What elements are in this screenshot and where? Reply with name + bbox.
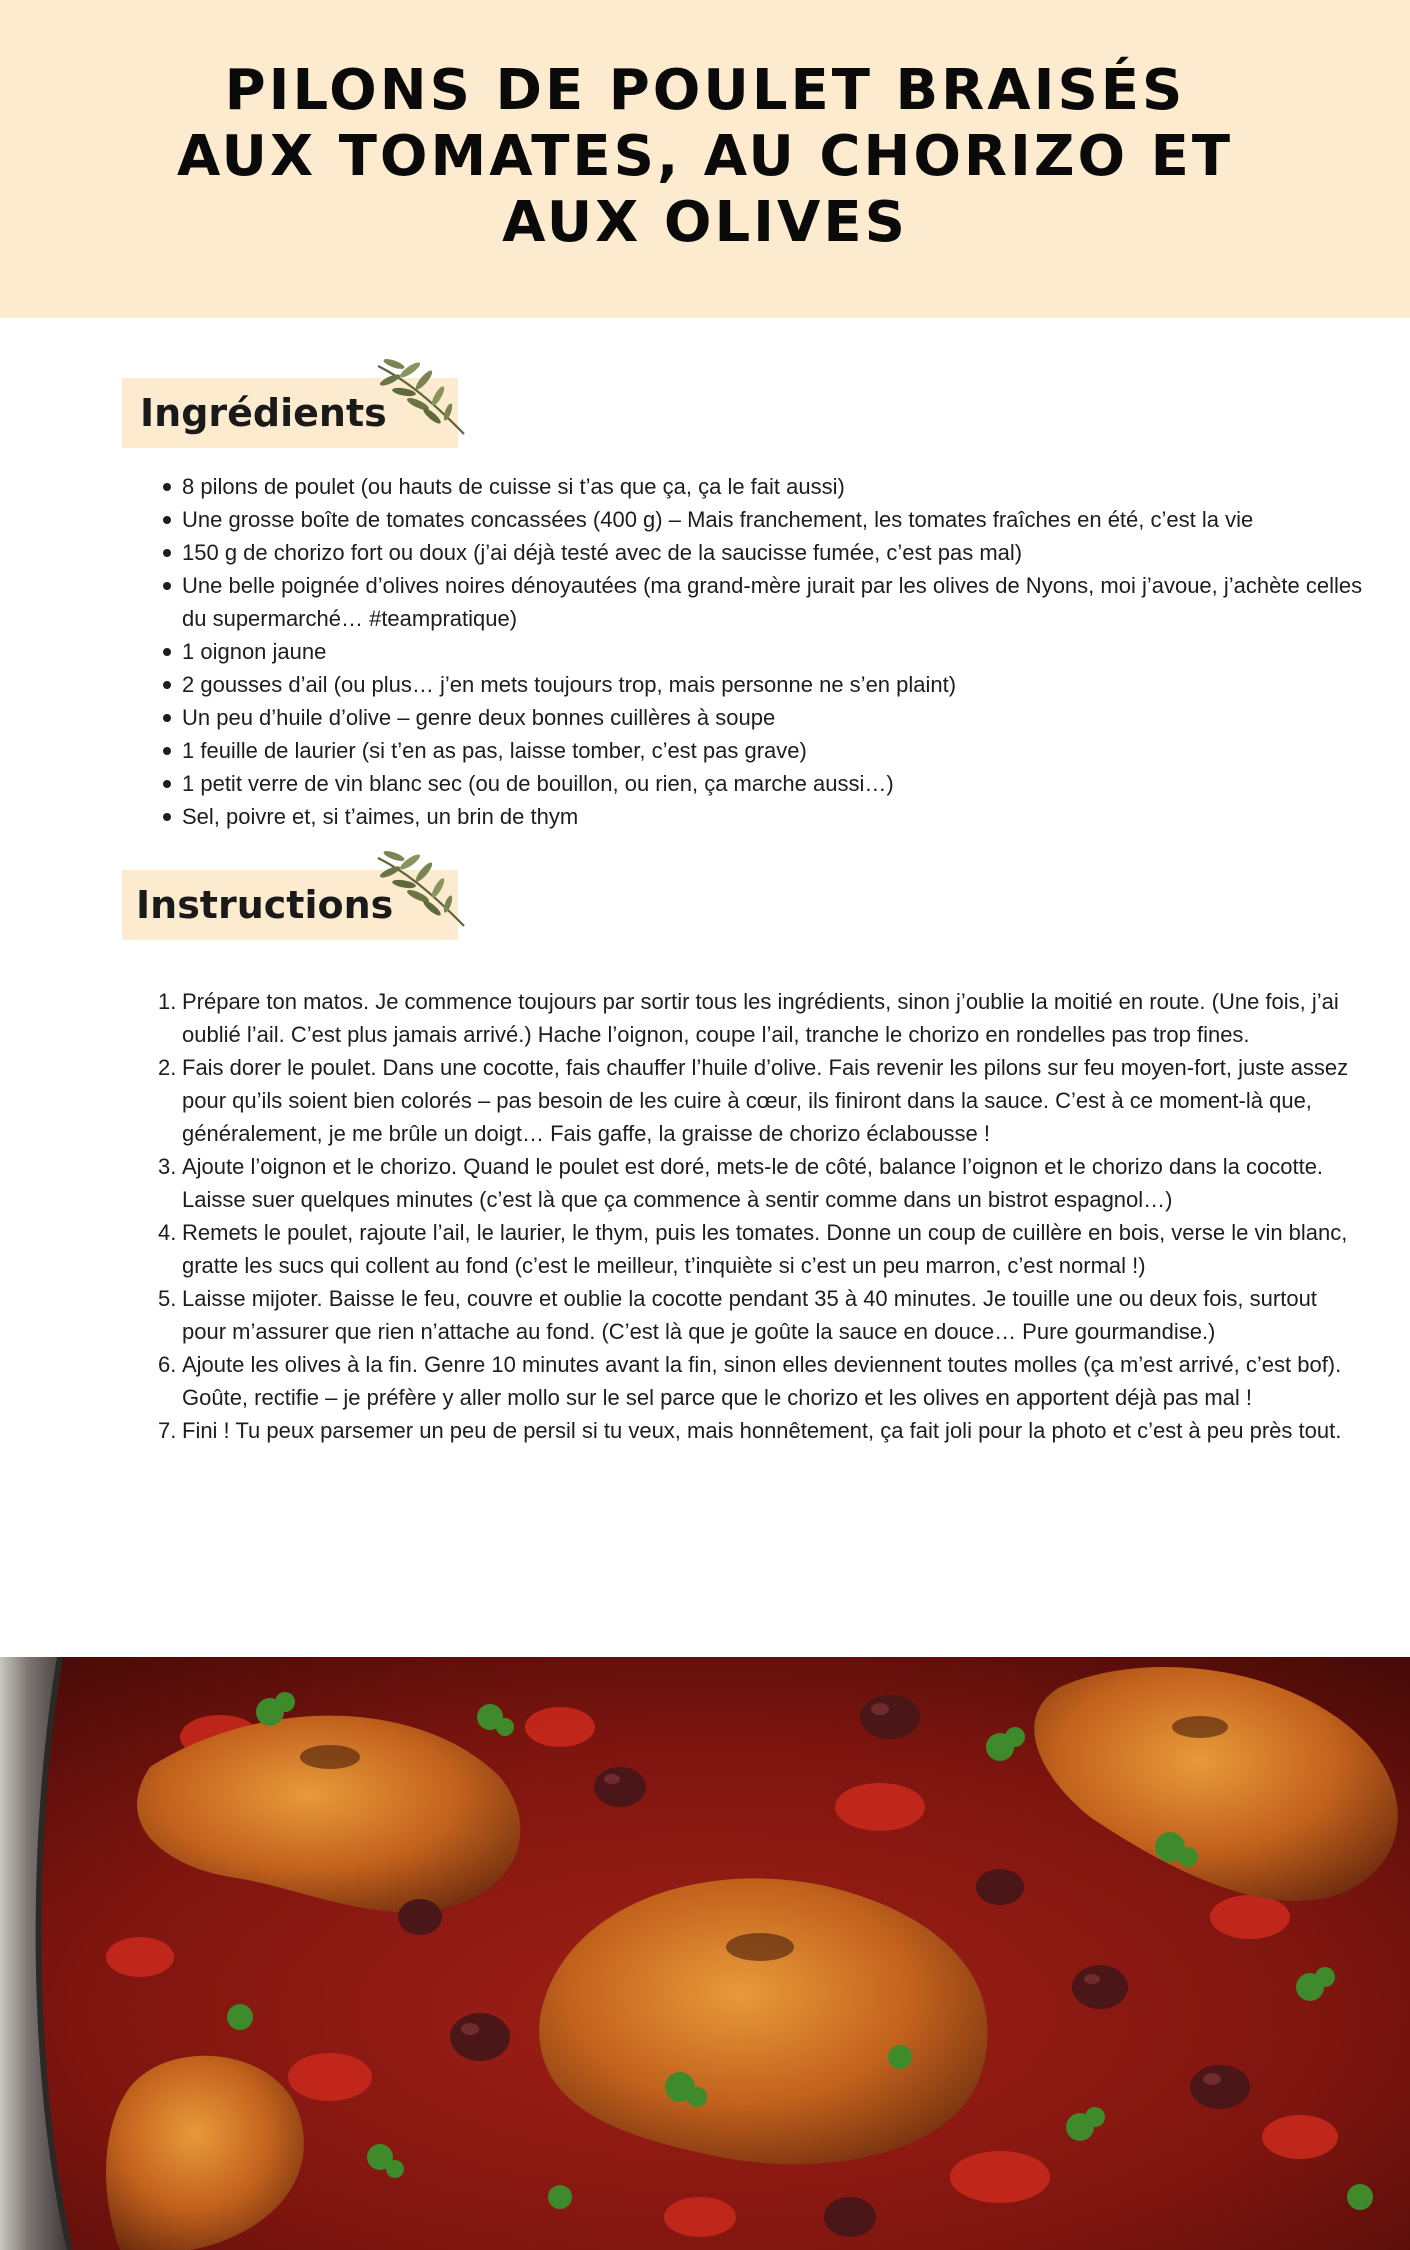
step-number: 5. — [158, 1286, 177, 1311]
step-text: Ajoute les olives à la fin. Genre 10 minutes avant la fin, sinon elles deviennent toutes molles (ça m’est arrivé, c’est bof). Goûte, rectifie – je préfère y aller mollo sur le sel parce que le chorizo et les olives en apportent déjà pas mal ! — [182, 1352, 1342, 1410]
ingredients-heading: Ingrédients — [140, 391, 387, 435]
step-number: 6. — [158, 1352, 177, 1377]
olive-branch-icon — [372, 356, 472, 444]
step-text: Remets le poulet, rajoute l’ail, le laurier, le thym, puis les tomates. Donne un coup de cuillère en bois, verse le vin blanc, gratte les sucs qui collent au fond (c’est le meilleur, t’inquiète si c’est un peu marron, c’est normal !) — [182, 1220, 1348, 1278]
step-number: 1. — [158, 989, 177, 1014]
list-item — [158, 1216, 1362, 1282]
instructions-list — [158, 985, 1362, 1447]
olive-branch-icon — [372, 848, 472, 936]
dish-illustration — [0, 1657, 1410, 2250]
list-item: Un peu d’huile d’olive – genre deux bonnes cuillères à soupe — [182, 701, 1372, 734]
list-item — [158, 1348, 1362, 1414]
list-item — [158, 1150, 1362, 1216]
recipe-title: PILONS DE POULET BRAISÉS AUX TOMATES, AU CHORIZO ET AUX OLIVES — [176, 58, 1234, 255]
step-number: 2. — [158, 1055, 177, 1080]
instructions-heading: Instructions — [136, 883, 394, 927]
list-item: Une grosse boîte de tomates concassées (400 g) – Mais franchement, les tomates fraîches en été, c’est la vie — [182, 503, 1372, 536]
list-item: 1 oignon jaune — [182, 635, 1372, 668]
dish-photo — [0, 1657, 1410, 2250]
list-item: Sel, poivre et, si t’aimes, un brin de thym — [182, 800, 1372, 833]
step-number: 4. — [158, 1220, 177, 1245]
ingredients-list — [182, 470, 1372, 833]
step-text: Ajoute l’oignon et le chorizo. Quand le poulet est doré, mets-le de côté, balance l’oignon et le chorizo dans la cocotte. Laisse suer quelques minutes (c’est là que ça commence à sentir comme dans un bistrot espagnol…) — [182, 1154, 1324, 1212]
step-text: Prépare ton matos. Je commence toujours par sortir tous les ingrédients, sinon j’oublie la moitié en route. (Une fois, j’ai oublié l’ail. C’est plus jamais arrivé.) Hache l’oignon, coupe l’ail, tranche le chorizo en rondelles pas trop fines. — [182, 989, 1339, 1047]
step-number: 7. — [158, 1418, 177, 1443]
list-item: 150 g de chorizo fort ou doux (j’ai déjà testé avec de la saucisse fumée, c’est pas mal) — [182, 536, 1372, 569]
list-item: 1 feuille de laurier (si t’en as pas, laisse tomber, c’est pas grave) — [182, 734, 1372, 767]
list-item: Une belle poignée d’olives noires dénoyautées (ma grand-mère jurait par les olives de Nyons, moi j’avoue, j’achète celles du supermarché… #teampratique) — [182, 569, 1372, 635]
list-item: 8 pilons de poulet (ou hauts de cuisse si t’as que ça, ça le fait aussi) — [182, 470, 1372, 503]
list-item — [158, 1414, 1362, 1447]
step-text: Fais dorer le poulet. Dans une cocotte, fais chauffer l’huile d’olive. Fais revenir les pilons sur feu moyen-fort, juste assez pour qu’ils soient bien colorés – pas besoin de les cuire à cœur, ils finiront dans la sauce. C’est à ce moment-là que, généralement, je me brûle un doigt… Fais gaffe, la graisse de chorizo éclabousse ! — [182, 1055, 1349, 1146]
list-item — [158, 985, 1362, 1051]
title-banner — [0, 0, 1410, 318]
step-text: Fini ! Tu peux parsemer un peu de persil si tu veux, mais honnêtement, ça fait joli pour la photo et c’est à peu près tout. — [182, 1418, 1342, 1443]
step-text: Laisse mijoter. Baisse le feu, couvre et oublie la cocotte pendant 35 à 40 minutes. Je touille une ou deux fois, surtout pour m’assurer que rien n’attache au fond. (C’est là que je goûte la sauce en douce… Pure gourmandise.) — [182, 1286, 1317, 1344]
list-item — [158, 1282, 1362, 1348]
list-item: 1 petit verre de vin blanc sec (ou de bouillon, ou rien, ça marche aussi…) — [182, 767, 1372, 800]
step-number: 3. — [158, 1154, 177, 1179]
list-item: 2 gousses d’ail (ou plus… j’en mets toujours trop, mais personne ne s’en plaint) — [182, 668, 1372, 701]
list-item — [158, 1051, 1362, 1150]
